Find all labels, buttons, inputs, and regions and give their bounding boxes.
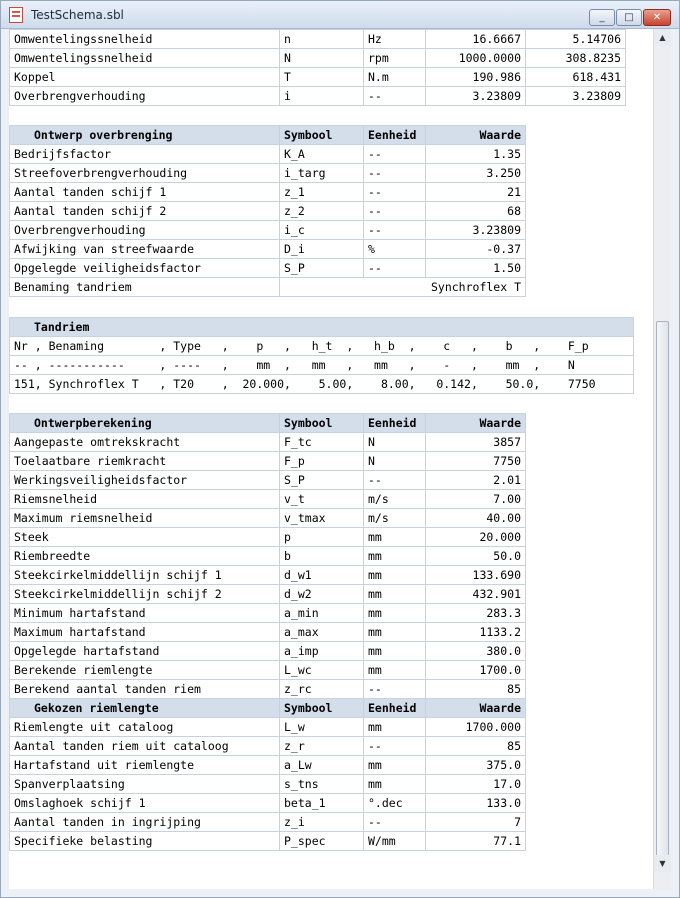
table-row [10,566,526,585]
value-cell: 190.986 [426,68,526,87]
column-header: Symbool [280,699,364,718]
unit-cell: -- [364,87,426,106]
label-cell: Spanverplaatsing [10,775,280,794]
unit-cell: °.dec [364,794,426,813]
table-row [10,471,526,490]
label-cell: Omwentelingssnelheid [10,49,280,68]
value-cell: -0.37 [426,240,526,259]
symbol-cell: a_max [280,623,364,642]
symbol-cell: v_tmax [280,509,364,528]
table-row [10,49,626,68]
column-header: Waarde [426,699,526,718]
transmission-design-table [9,125,526,297]
label-cell: Riemlengte uit cataloog [10,718,280,737]
unit-cell: -- [364,737,426,756]
table-row [10,642,526,661]
table-row [10,259,526,278]
label-cell: Omwentelingssnelheid [10,30,280,49]
table-row [10,547,526,566]
belt-line-cell: Nr , Benaming , Type , p , h_t , h_b , c , b , F_p [10,337,634,356]
label-cell: Minimum hartafstand [10,604,280,623]
scroll-up-icon[interactable]: ▲ [654,29,671,46]
belt-line-cell: -- , ----------- , ---- , mm , mm , mm , - , mm , N [10,356,634,375]
unit-cell: mm [364,547,426,566]
symbol-cell: N [280,49,364,68]
column-header: Ontwerp overbrenging [10,126,280,145]
speed-table [9,29,626,106]
symbol-cell: z_1 [280,183,364,202]
value2-cell: 308.8235 [526,49,626,68]
label-cell: Opgelegde hartafstand [10,642,280,661]
unit-cell: mm [364,623,426,642]
label-cell: Toelaatbare riemkracht [10,452,280,471]
label-cell: Berekend aantal tanden riem [10,680,280,699]
label-cell: Omslaghoek schijf 1 [10,794,280,813]
value-cell: 17.0 [426,775,526,794]
value-cell: 21 [426,183,526,202]
value-cell: 85 [426,680,526,699]
table-row [10,832,526,851]
label-cell: Aangepaste omtrekskracht [10,433,280,452]
symbol-cell: p [280,528,364,547]
label-cell: Afwijking van streefwaarde [10,240,280,259]
unit-cell: -- [364,221,426,240]
value-cell: 2.01 [426,471,526,490]
label-cell: Aantal tanden riem uit cataloog [10,737,280,756]
label-cell: Steek [10,528,280,547]
table-row [10,87,626,106]
label-cell: Aantal tanden schijf 1 [10,183,280,202]
unit-cell: -- [364,680,426,699]
symbol-cell: a_imp [280,642,364,661]
symbol-cell: D_i [280,240,364,259]
table-row [10,775,526,794]
label-cell: Maximum hartafstand [10,623,280,642]
belt-line-cell: 151, Synchroflex T , T20 , 20.000, 5.00, 8.00, 0.142, 50.0, 7750 [10,375,634,394]
unit-cell: -- [364,202,426,221]
table-row [10,756,526,775]
value-cell: 7 [426,813,526,832]
table-row [10,794,526,813]
table-header-row [10,699,526,718]
vertical-scrollbar[interactable] [653,29,671,889]
unit-cell: mm [364,756,426,775]
column-header: Ontwerpberekening [10,414,280,433]
value-cell: 1000.0000 [426,49,526,68]
document-icon [9,7,23,23]
table-row [10,490,526,509]
label-cell: Aantal tanden schijf 2 [10,202,280,221]
value-cell: Synchroflex T [280,278,526,297]
symbol-cell: L_wc [280,661,364,680]
column-header: Symbool [280,126,364,145]
table-row [10,813,526,832]
symbol-cell: d_w2 [280,585,364,604]
unit-cell: -- [364,813,426,832]
symbol-cell: z_rc [280,680,364,699]
table-row [10,433,526,452]
unit-cell: mm [364,528,426,547]
symbol-cell: i [280,87,364,106]
symbol-cell: z_2 [280,202,364,221]
unit-cell: W/mm [364,832,426,851]
label-cell: Werkingsveiligheidsfactor [10,471,280,490]
table-row [10,509,526,528]
symbol-cell: s_tns [280,775,364,794]
unit-cell: mm [364,604,426,623]
unit-cell: m/s [364,490,426,509]
value-cell: 50.0 [426,547,526,566]
label-cell: Maximum riemsnelheid [10,509,280,528]
column-header: Eenheid [364,414,426,433]
table-row [10,356,634,375]
label-cell: Steekcirkelmiddellijn schijf 2 [10,585,280,604]
unit-cell: N [364,452,426,471]
unit-cell: -- [364,259,426,278]
minimize-button[interactable]: _ [589,9,615,26]
label-cell: Riemsnelheid [10,490,280,509]
value-cell: 380.0 [426,642,526,661]
label-cell: Koppel [10,68,280,87]
unit-cell: -- [364,164,426,183]
table-header-row [10,126,526,145]
label-cell: Streefoverbrengverhouding [10,164,280,183]
unit-cell: mm [364,642,426,661]
value-cell: 3.250 [426,164,526,183]
value-cell: 16.6667 [426,30,526,49]
value-cell: 3.23809 [426,87,526,106]
value-cell: 375.0 [426,756,526,775]
label-cell: Bedrijfsfactor [10,145,280,164]
unit-cell: N.m [364,68,426,87]
unit-cell: Hz [364,30,426,49]
unit-cell: % [364,240,426,259]
table-row [10,278,526,297]
table-row [10,680,526,699]
value-cell: 3857 [426,433,526,452]
table-row [10,375,634,394]
table-row [10,240,526,259]
unit-cell: rpm [364,49,426,68]
label-cell: Benaming tandriem [10,278,280,297]
unit-cell: mm [364,585,426,604]
table-row [10,623,526,642]
symbol-cell: z_r [280,737,364,756]
symbol-cell: S_P [280,471,364,490]
value-cell: 133.0 [426,794,526,813]
symbol-cell: S_P [280,259,364,278]
value2-cell: 618.431 [526,68,626,87]
unit-cell: -- [364,471,426,490]
symbol-cell: T [280,68,364,87]
value-cell: 7750 [426,452,526,471]
symbol-cell: z_i [280,813,364,832]
unit-cell: -- [364,183,426,202]
table-row [10,164,526,183]
table-header-row [10,414,526,433]
unit-cell: mm [364,566,426,585]
column-header: Symbool [280,414,364,433]
symbol-cell: P_spec [280,832,364,851]
column-header: Gekozen riemlengte [10,699,280,718]
label-cell: Steekcirkelmiddellijn schijf 1 [10,566,280,585]
unit-cell: -- [364,145,426,164]
symbol-cell: beta_1 [280,794,364,813]
report-content [9,29,653,889]
title-bar[interactable] [1,1,679,29]
table-row [10,737,526,756]
value2-cell: 3.23809 [526,87,626,106]
symbol-cell: d_w1 [280,566,364,585]
timing-belt-table [9,317,634,394]
table-row [10,661,526,680]
value-cell: 1.50 [426,259,526,278]
table-row [10,528,526,547]
symbol-cell: i_targ [280,164,364,183]
window-title: TestSchema.sbl [31,8,124,22]
label-cell: Berekende riemlengte [10,661,280,680]
value-cell: 1133.2 [426,623,526,642]
value-cell: 7.00 [426,490,526,509]
value-cell: 432.901 [426,585,526,604]
unit-cell: N [364,433,426,452]
unit-cell: mm [364,718,426,737]
symbol-cell: L_w [280,718,364,737]
table-row [10,452,526,471]
label-cell: Overbrengverhouding [10,221,280,240]
unit-cell: m/s [364,509,426,528]
symbol-cell: n [280,30,364,49]
symbol-cell: i_c [280,221,364,240]
value-cell: 85 [426,737,526,756]
table-row [10,183,526,202]
value-cell: 3.23809 [426,221,526,240]
scroll-thumb[interactable] [656,321,669,861]
value-cell: 1.35 [426,145,526,164]
table-row [10,585,526,604]
table-row [10,718,526,737]
design-calculation-table [9,413,526,851]
column-header: Waarde [426,126,526,145]
symbol-cell: a_min [280,604,364,623]
column-header: Eenheid [364,126,426,145]
table-row [10,68,626,87]
value-cell: 1700.000 [426,718,526,737]
resize-grip-icon[interactable] [654,872,671,889]
label-cell: Overbrengverhouding [10,87,280,106]
symbol-cell: F_tc [280,433,364,452]
value-cell: 40.00 [426,509,526,528]
label-cell: Opgelegde veiligheidsfactor [10,259,280,278]
close-button[interactable]: ✕ [643,9,671,26]
table-header-row [10,318,634,337]
symbol-cell: a_Lw [280,756,364,775]
label-cell: Specifieke belasting [10,832,280,851]
symbol-cell: b [280,547,364,566]
value-cell: 68 [426,202,526,221]
value-cell: 77.1 [426,832,526,851]
value-cell: 283.3 [426,604,526,623]
value-cell: 1700.0 [426,661,526,680]
symbol-cell: v_t [280,490,364,509]
table-row [10,145,526,164]
label-cell: Hartafstand uit riemlengte [10,756,280,775]
label-cell: Aantal tanden in ingrijping [10,813,280,832]
column-header: Eenheid [364,699,426,718]
column-header: Tandriem [10,318,634,337]
value-cell: 20.000 [426,528,526,547]
maximize-button[interactable]: □ [616,9,642,26]
symbol-cell: F_p [280,452,364,471]
value2-cell: 5.14706 [526,30,626,49]
table-row [10,604,526,623]
unit-cell: mm [364,661,426,680]
symbol-cell: K_A [280,145,364,164]
label-cell: Riembreedte [10,547,280,566]
table-row [10,221,526,240]
table-row [10,202,526,221]
column-header: Waarde [426,414,526,433]
unit-cell: mm [364,775,426,794]
scroll-down-icon[interactable]: ▼ [654,855,671,872]
table-row [10,337,634,356]
value-cell: 133.690 [426,566,526,585]
table-row [10,30,626,49]
